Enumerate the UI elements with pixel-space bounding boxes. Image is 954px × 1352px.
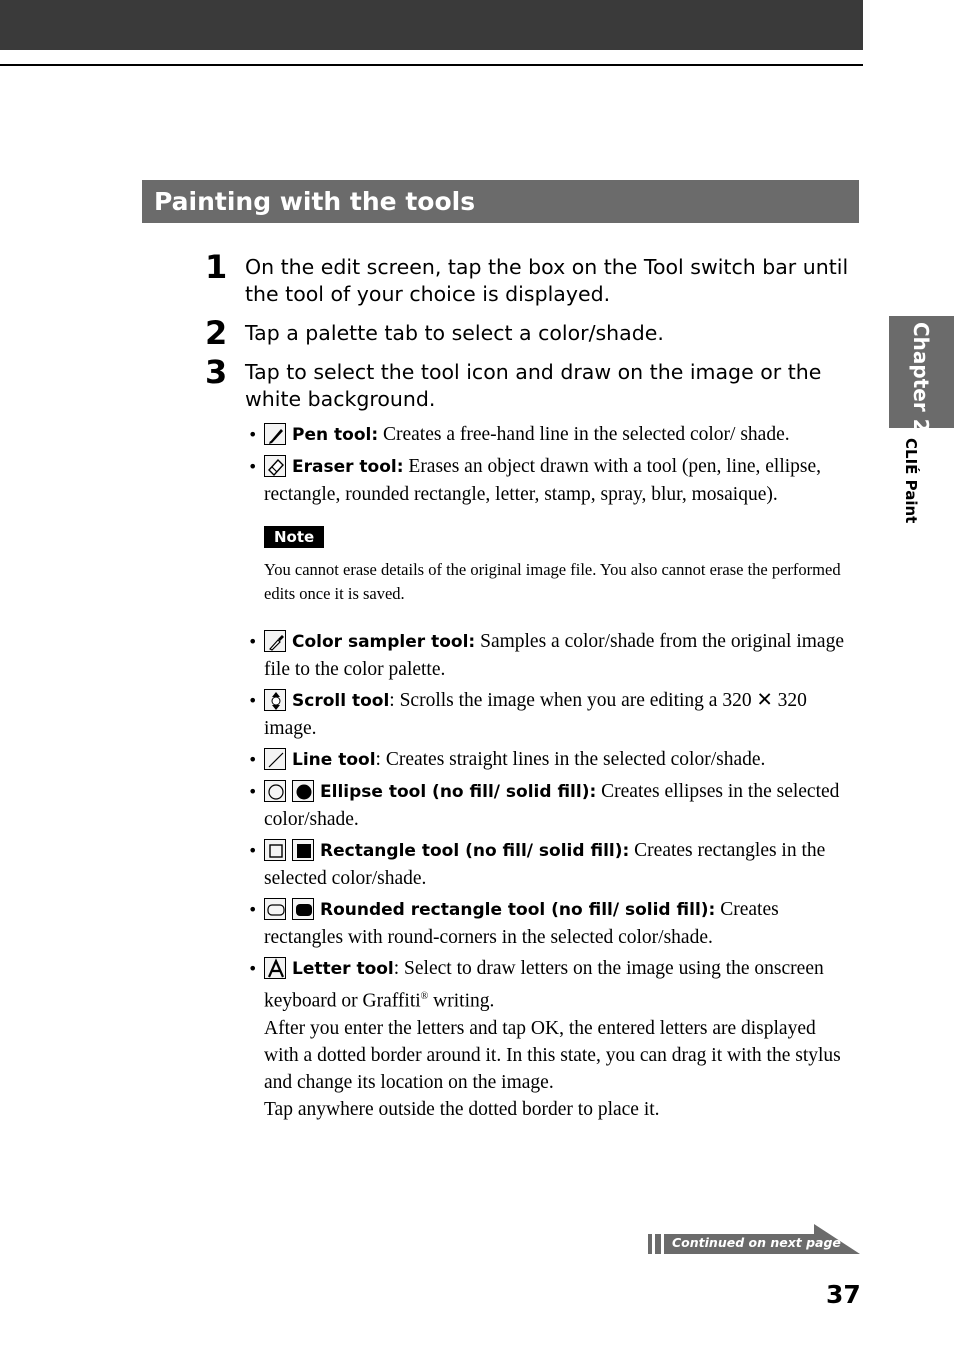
step-3 bbox=[205, 353, 865, 413]
bullet: • bbox=[248, 782, 258, 801]
tool-name: Color sampler tool: bbox=[292, 632, 476, 652]
tool-name: Rectangle tool (no fill/ solid fill): bbox=[320, 841, 630, 861]
rectangle-outline-icon bbox=[264, 839, 286, 861]
step-2 bbox=[205, 314, 865, 352]
bullet: • bbox=[248, 750, 258, 769]
tool-item-rounded-rectangle bbox=[248, 896, 848, 951]
step-text: Tap a palette tab to select a color/shade. bbox=[245, 321, 664, 345]
step-number: 3 bbox=[205, 353, 228, 391]
bullet: • bbox=[248, 841, 258, 860]
bullet: • bbox=[248, 425, 258, 444]
tool-item-line bbox=[248, 746, 848, 774]
scroll-icon bbox=[264, 689, 286, 711]
note-text: You cannot erase details of the original image file. You also cannot erase the performed edits once it is saved. bbox=[264, 560, 841, 603]
tool-desc: : Select to draw letters on the image using the onscreen keyboard or Graffiti bbox=[264, 958, 824, 1012]
rounded-rect-outline-icon bbox=[264, 898, 286, 920]
line-icon bbox=[264, 748, 286, 770]
tool-item-letter bbox=[248, 955, 848, 1123]
note-label: Note bbox=[264, 526, 324, 548]
tool-desc: Erases an object drawn with a tool (pen, line, ellipse, rectangle, rounded rectangle, letter, stamp, spray, blur, mosaique). bbox=[264, 456, 822, 505]
chapter-label: Chapter 2 bbox=[909, 322, 933, 433]
tool-desc: Creates rectangles with round-corners in the selected color/shade. bbox=[264, 899, 779, 948]
continued-text: Continued on next page bbox=[672, 1235, 841, 1250]
tool-desc: : Creates straight lines in the selected color/shade. bbox=[375, 749, 766, 770]
ellipse-outline-icon bbox=[264, 780, 286, 802]
chapter-subtitle: CLIÉ Paint bbox=[902, 438, 920, 524]
step-1 bbox=[205, 248, 865, 308]
tool-item-scroll bbox=[248, 687, 848, 742]
bullet: • bbox=[248, 691, 258, 710]
eraser-icon bbox=[264, 455, 286, 477]
tool-desc-cont: writing. bbox=[428, 990, 495, 1012]
section-title: Painting with the tools bbox=[142, 180, 859, 223]
letter-extra-2: Tap anywhere outside the dotted border to place it. bbox=[264, 1098, 660, 1120]
rounded-rect-filled-icon bbox=[292, 898, 314, 920]
step-number: 2 bbox=[205, 314, 228, 352]
pen-icon bbox=[264, 423, 286, 445]
tool-name: Eraser tool: bbox=[292, 457, 404, 477]
tool-item-eraser bbox=[248, 453, 848, 508]
tool-item-ellipse bbox=[248, 778, 848, 833]
letter-icon bbox=[264, 957, 286, 979]
bullet: • bbox=[248, 900, 258, 919]
steps-list bbox=[205, 248, 865, 425]
tool-item-rectangle bbox=[248, 837, 848, 892]
tools-list bbox=[248, 421, 848, 1127]
tool-desc: Creates ellipses in the selected color/shade. bbox=[264, 781, 840, 830]
tool-desc: Creates a free-hand line in the selected color/ shade. bbox=[378, 424, 790, 445]
tool-item-color-sampler bbox=[248, 628, 848, 683]
bullet: • bbox=[248, 959, 258, 978]
page-number: 37 bbox=[826, 1280, 861, 1309]
tool-name: Scroll tool bbox=[292, 691, 390, 711]
note-block bbox=[264, 526, 848, 606]
header-rule bbox=[0, 64, 863, 66]
tool-name: Rounded rectangle tool (no fill/ solid fill): bbox=[320, 900, 716, 920]
tool-desc: : Scrolls the image when you are editing a 320 ✕ 320 image. bbox=[264, 690, 807, 739]
tool-desc: Creates rectangles in the selected color/shade. bbox=[264, 840, 826, 889]
ellipse-filled-icon bbox=[292, 780, 314, 802]
registered-mark: ® bbox=[420, 991, 429, 1002]
color-sampler-icon bbox=[264, 630, 286, 652]
tool-name: Pen tool: bbox=[292, 425, 379, 445]
letter-extra-1: After you enter the letters and tap OK, the entered letters are displayed with a dotted border around it. In this state, you can drag it with the stylus and change its location on the image. bbox=[264, 1017, 841, 1093]
header-bar bbox=[0, 0, 863, 50]
step-text: Tap to select the tool icon and draw on the image or the white background. bbox=[245, 360, 822, 411]
step-number: 1 bbox=[205, 248, 228, 286]
bullet: • bbox=[248, 632, 258, 651]
tool-name: Ellipse tool (no fill/ solid fill): bbox=[320, 782, 597, 802]
tool-desc: Samples a color/shade from the original image file to the color palette. bbox=[264, 631, 844, 680]
step-text: On the edit screen, tap the box on the Tool switch bar until the tool of your choice is displayed. bbox=[245, 255, 849, 306]
tool-name: Line tool bbox=[292, 750, 376, 770]
tool-item-pen bbox=[248, 421, 848, 449]
rectangle-filled-icon bbox=[292, 839, 314, 861]
bullet: • bbox=[248, 457, 258, 476]
tool-name: Letter tool bbox=[292, 959, 394, 979]
